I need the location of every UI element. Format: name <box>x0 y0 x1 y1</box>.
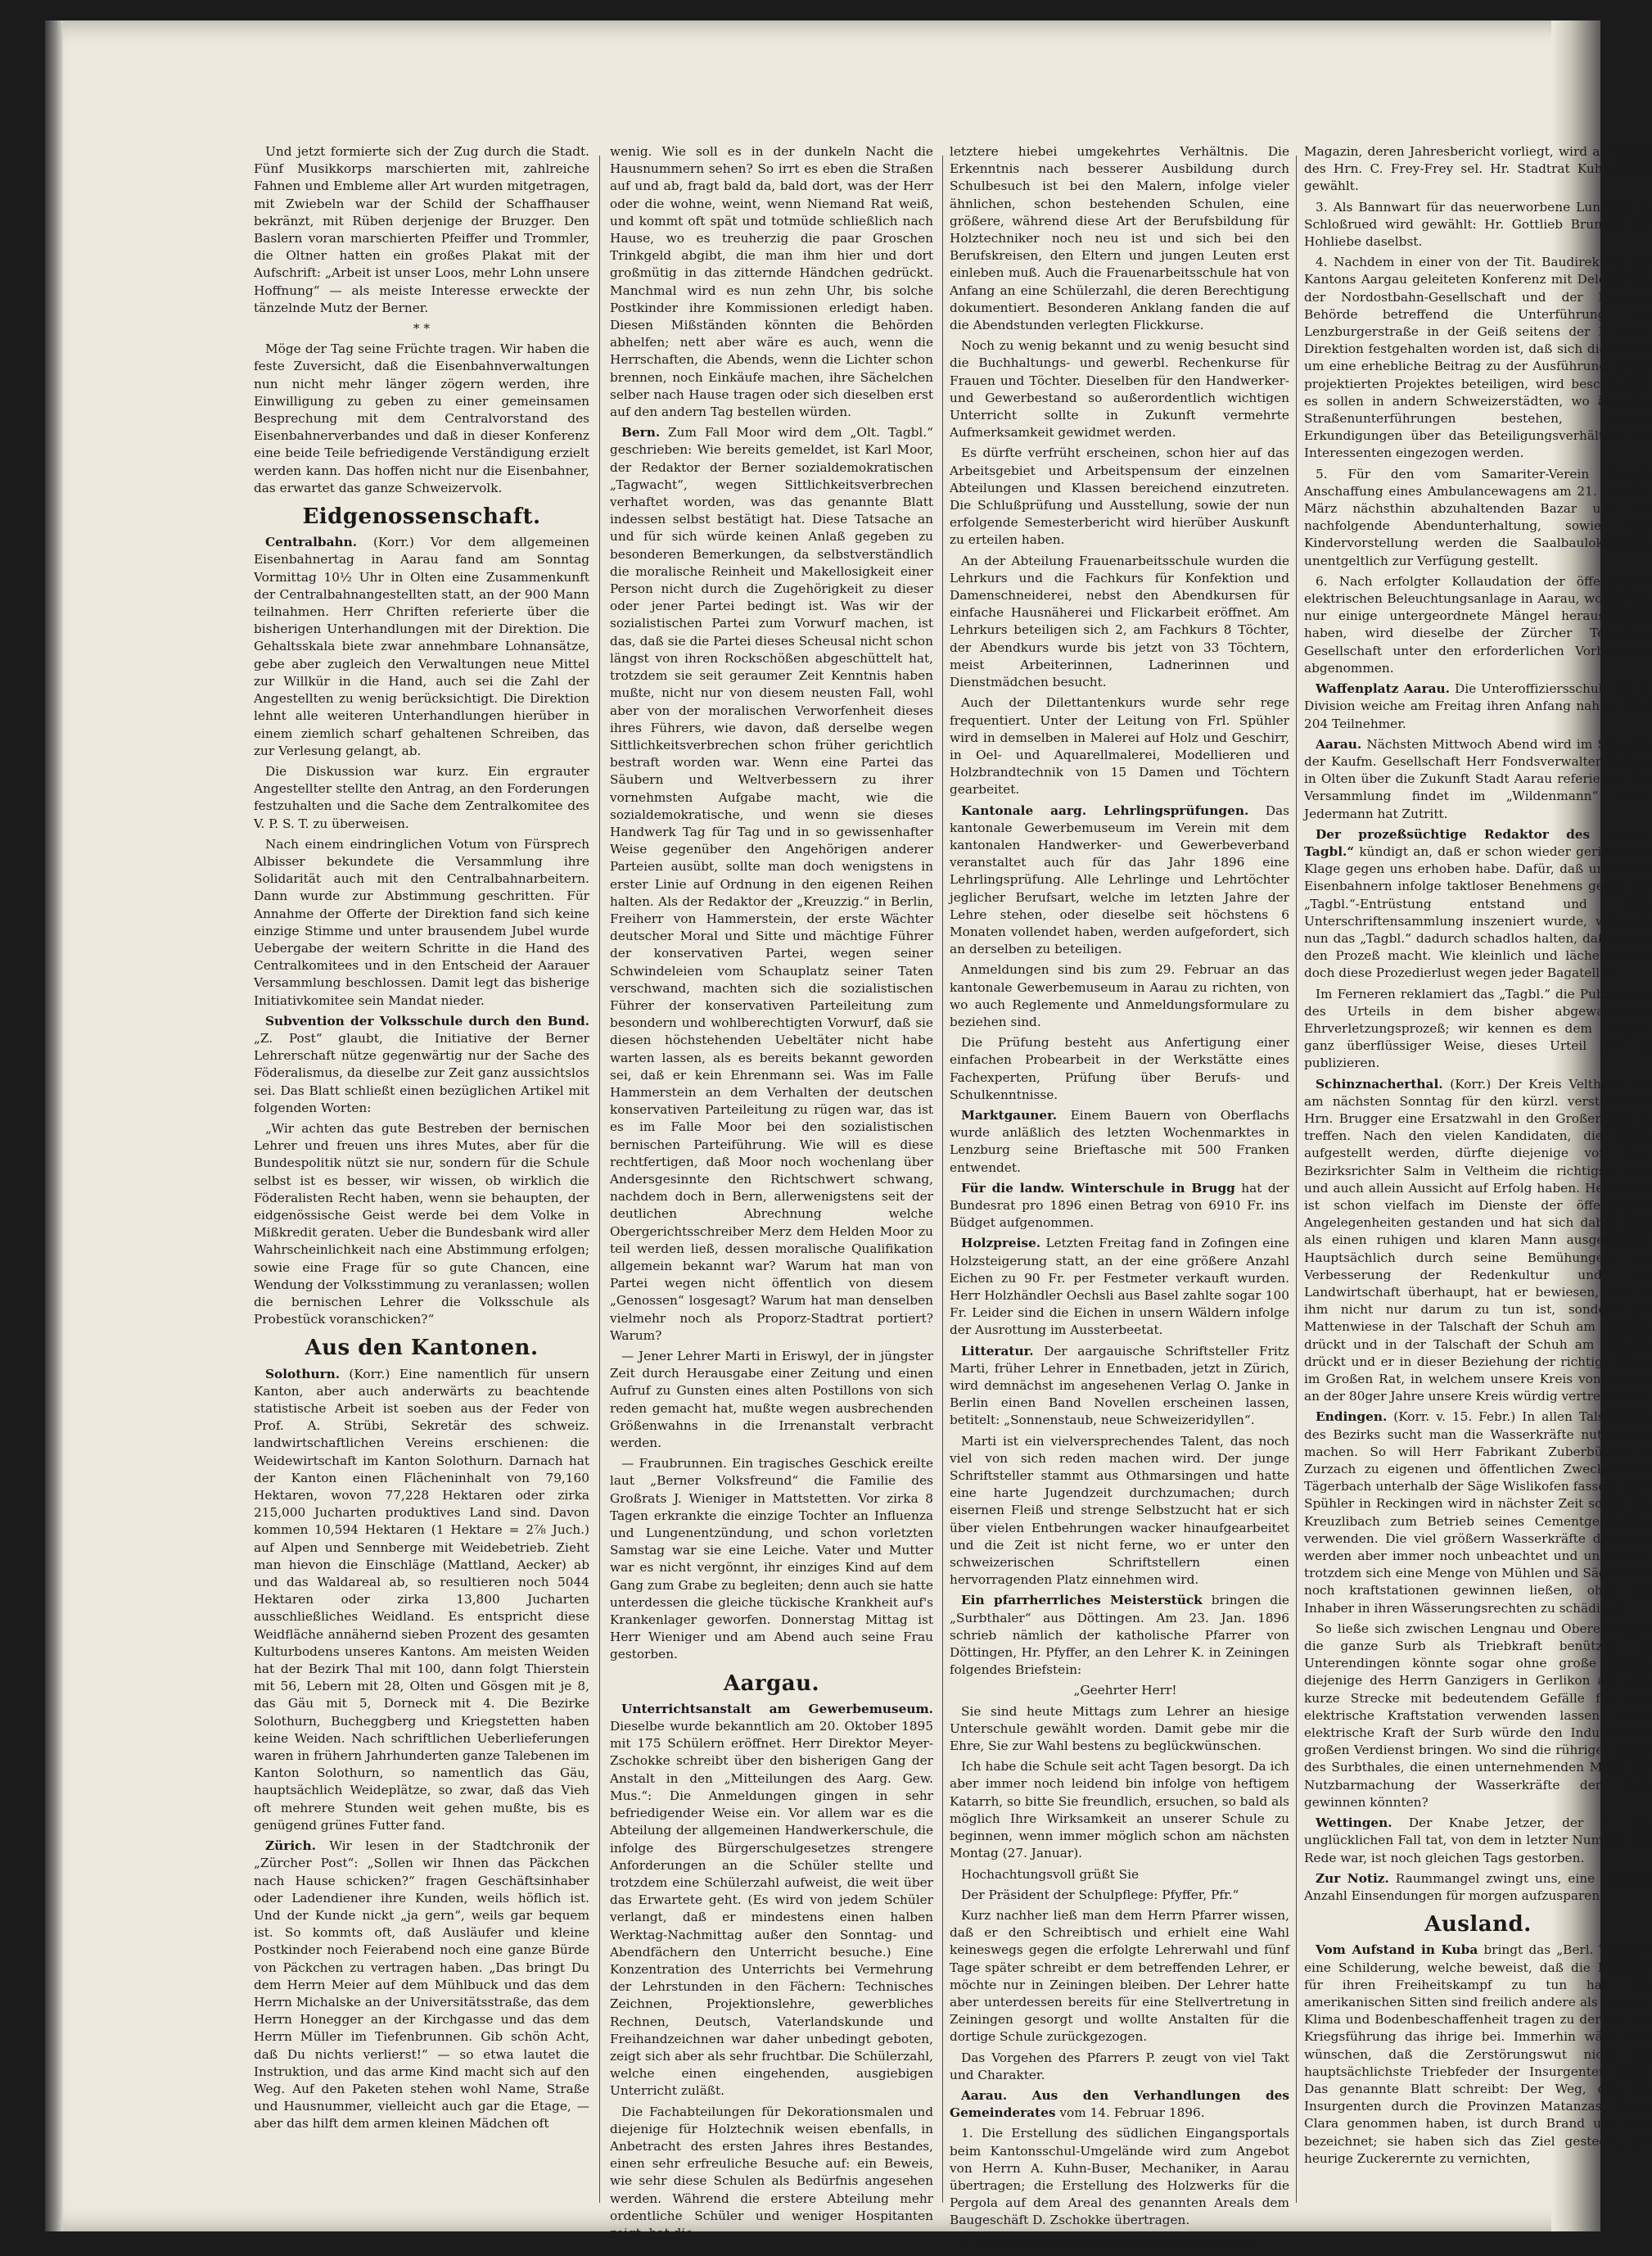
article-text: (Korr.) Vor dem allgemeinen Eisenbahnertag in Aarau fand am Sonntag Vormittag 10½ Uhr in Olten eine Zusammenkunft der Centralbahnangestellten statt, an der 900 Mann teilnahmen. Herr Chriften referierte über die bisherigen Unterhandlungen mit der Direktion. Die Gehaltsskala biete zwar annehmbare Lohnansätze, gebe aber zugleich den Verwaltungen neue Mittel zur Willkür in die Hand, auch sei die Zahl der Angestellten zu wenig berücksichtigt. Die Direktion lehnt alle weiteren Unterhandlungen hierüber in einem ziemlich scharf gehaltenen Schreiben, das zur Verlesung gelangt, ab. <box>254 535 589 758</box>
paragraph: Auch der Dilettantenkurs wurde sehr rege frequentiert. Unter der Leitung von Frl. Spühler wird in demselben in Malerei auf Holz und Geschirr, in Oel- und Aquarellmalerei, Modellieren und Holzbrandtechnik von 15 Damen und Töchtern gearbeitet. <box>950 695 1289 798</box>
article-text: Raummangel zwingt uns, eine größere Anzahl Einsendungen für morgen aufzusparen. <box>1304 1870 1652 1903</box>
paragraph: wenig. Wie soll es in der dunkeln Nacht die Hausnummern sehen? So irrt es eben die Straßen auf und ab, fragt bald da, bald dort, was der Herr oder die wohne, weint, wenn Niemand Rat weiß, und kommt oft spät und totmüde schließlich nach Hause, wo es treuherzig die paar Groschen Trinkgeld abgibt, die man ihm hier und dort großmütig in das zitternde Händchen gedrückt. Manchmal wird es nun zehn Uhr, bis solche Postkinder ihre Kommissionen erledigt haben. Diesen Mißständen könnten die Behörden abhelfen; nett aber wäre es auch, wenn die Herrschaften, die Abends, wenn die Lichter schon brennen, noch Einkäufe machen, ihre Sächelchen selber nach Hause tragen oder sich dieselben erst auf den andern Tag bestellen würden. <box>610 144 933 420</box>
article-text: Dieselbe wurde bekanntlich am 20. Oktober 1895 mit 175 Schülern eröffnet. Herr Direktor Meyer-Zschokke schreibt über den bisherigen Gang der Anstalt in den „Mitteilungen des Aarg. Gew. Mus.“: Die Anmeldungen gingen in sehr befriedigender Weise ein. Vor allem war es die Abteilung der allgemeinen Handwerkerschule, die infolge des Bürgerschulgesetzes strengere Anforderungen an die Schüler stellte und trotzdem eine Schülerzahl aufweist, die weit über das Erwartete geht. (Es wird von jedem Schüler verlangt, daß er mindestens einen halben Werktag-Nachmittag außer den Sonntag- und Abendfächern den Unterricht besuche.) Eine Konzentration des Unterrichts bei Vermehrung der Lehrstunden in den Fächern: Technisches Zeichnen, Projektionslehre, gewerbliches Rechnen, Deutsch, Vaterlandskunde und Freihandzeichnen war daher unbedingt geboten, zeigt sich aber als sehr fruchtbar. Die Schülerzahl, welche einen eingehenden, ausgiebigen Unterricht zuläßt. <box>610 1719 933 2099</box>
paragraph: Die Fachabteilungen für Dekorationsmalen und diejenige für Holztechnik weisen ebenfalls, in Anbetracht des ersten Jahres ihres Bestandes, einen sehr erfreuliche Besuche auf: ein Beweis, wie sehr diese Schulen als Bedürfnis angesehen werden. Während die erstere Abteilung mehr ordentliche Schüler und weniger Hospitanten zeigt, hat die <box>610 2104 933 2240</box>
article <box>1304 736 1652 823</box>
article-text: Wir lesen in der Stadtchronik der „Zürcher Post“: „Sollen wir Ihnen das Päckchen nach Hause schicken?“ fragen Geschäftsinhaber oder Ladendiener ihre Kunden, weils höflich ist. Und der Kunde nickt „ja gern“, weils gar bequem ist. So kommts oft, daß Ausläufer und kleine Postkinder noch Feierabend noch eine ganze Bürde von Päckchen zu vertragen haben. „Das bringt Du dem Herrn Meier auf dem Mühlbuck und das dem Herrn Michalske an der Universitätsstraße, das dem Herrn Honegger an der Kirchgasse und das dem Herrn Müller im Tiefenbrunnen. Gib schön Acht, daß Du nichts verlierst!“ — so etwa lautet die Instruktion, und das arme Kind macht sich auf den Weg. Auf den Paketen stehen wohl Name, Straße und Hausnummer, vielleicht auch gar die Etage, — aber das hilft dem armen kleinen Mädchen oft <box>254 1838 589 2132</box>
article <box>950 1235 1289 1339</box>
paragraph: Das Vorgehen des Pfarrers P. zeugt von viel Takt und Charakter. <box>950 2050 1289 2082</box>
section-heading: Eidgenossenschaft. <box>302 504 541 530</box>
paragraph: 4. Nachdem in einer von der Tit. Baudirektion des Kantons Aargau geleiteten Konferenz mit Delegierten der Nordostbahn-Gesellschaft und der hiesigen Behörde betreffend die Unterführung der Lenzburgerstraße in der Geiß seitens der N.-O.-B.-Direktion festgehalten worden ist, daß sich die es nur um eine erhebliche Beitrag zu der Ausführung dieses projektierten Projektes beteiligen, wird beschlossen, es sollen in andern Schweizerstädten, wo ähnliche Straßenunterführungen bestehen, nähere Erkundigungen über das Beteiligungsverhältnis der Interessenten eingezogen werden. <box>1304 255 1652 461</box>
paragraph: „Wir achten das gute Bestreben der bernischen Lehrer und freuen uns ihres Mutes, aber für die Bundespolitik nützt sie nur, sondern für die Schule selbst ist es besser, wir wissen, ob wirklich die Föderalisten Recht haben, wenn sie behaupten, der eidgenössische Geist werde bei dem Volke in Mißkredit geraten. Ueber die Bundesbank wird aller Wahrscheinlichkeit nach eine Abstimmung erfolgen; sowie eine Frage für so gute Chancen, eine Wendung der Volksstimmung zu veranlassen; wollen die bernischen Lehrer die Volksschule als Probestück voranschicken?“ <box>254 1120 589 1327</box>
paragraph: Magazin, deren Jahresbericht vorliegt, wird an Platze des Hrn. C. Frey-Frey sel. Hr. Stadtrat Kuhn-Buser gewählt. <box>1304 144 1652 194</box>
paragraph: — Jener Lehrer Marti in Eriswyl, der in jüngster Zeit durch Herausgabe einer Zeitung und einen Aufruf zu Gunsten eines alten Postillons von sich reden gemacht hat, mußte wegen ausbrechenden Größenwahns in die Irrenanstalt verbracht werden. <box>610 1349 933 1451</box>
article-text: „Z. Post“ glaubt, die Initiative der Berner Lehrerschaft nütze gegenwärtig nur der Sache des Föderalismus, da dieselbe zur Zeit ganz aussichtslos sei. Das Blatt schließt einen bezüglichen Artikel mit folgenden Worten: <box>254 1030 589 1115</box>
paragraph: Ich habe die Schule seit acht Tagen besorgt. Da ich aber immer noch leidend bin infolge von heftigem Katarrh, so bitte Sie freundlich, ersuchen, so bald als möglich Ihre Wirksamkeit an unserer Schule zu beginnen, wenn immer möglich schon am nächsten Montag (27. Januar). <box>950 1759 1289 1861</box>
article <box>950 802 1289 959</box>
article <box>610 1701 933 2100</box>
column-2 <box>610 143 933 2240</box>
column-rule <box>942 156 943 2203</box>
column-rule <box>599 156 600 2203</box>
paragraph: Die Prüfung besteht aus Anfertigung einer einfachen Probearbeit in der Werkstätte eines Fachexperten, Prüfung über Berufs- und Schulkenntnisse. <box>950 1035 1289 1102</box>
article <box>1304 826 1652 983</box>
article-lead: Subvention der Volksschule durch den Bund. <box>265 1013 589 1029</box>
paragraph: Marti ist ein vielversprechendes Talent, das noch viel von sich reden machen wird. Der junge Schriftsteller stammt aus Othmarsingen und hatte eine harte Jugendzeit durchzumachen; durch eisernen Fleiß und strenge Selbstzucht hat er sich über vielen Entbehrungen wacker hinaufgearbeitet und die Zeit ist nicht ferne, wo er unter den schweizerischen Schriftstellern einen hervorragenden Platz einnehmen wird. <box>950 1433 1289 1588</box>
article <box>1304 1942 1652 2168</box>
article-lead: Kantonale aarg. Lehrlingsprüfungen. <box>961 802 1249 818</box>
article-lead: Waffenplatz Aarau. <box>1316 681 1450 697</box>
article-text: Der Knabe Jetzer, der in den unglücklichen Fall tat, von dem in letzter Nummer die Rede war, ist noch gleichen Tags gestorben. <box>1304 1815 1652 1865</box>
article <box>254 534 589 760</box>
article-lead: Für die landw. Winterschule in Brugg <box>961 1180 1235 1196</box>
article-lead: Aarau. <box>1316 736 1362 752</box>
paragraph: Noch zu wenig bekannt und zu wenig besucht sind die Buchhaltungs- und gewerbl. Rechenkurse für Frauen und Töchter. Dieselben für den Handwerker- und Gewerbestand so außerordentlich wichtigen Unterricht sollte in Zukunft vermehrte Aufmerksamkeit gewidmet werden. <box>950 338 1289 441</box>
article-text: Die Unteroffiziersschule der V. Division weiche am Freitag ihren Anfang nahm, zählt 204 Teilnehmer. <box>1304 681 1652 731</box>
paragraph: Der Präsident der Schulpflege: Pfyffer, Pfr.“ <box>961 1887 1239 1902</box>
article <box>1304 680 1652 733</box>
article-text: (Korr.) Der Kreis Veltheim hat am nächsten Sonntag für den kürzl. verstorbenen Hrn. Brugger eine Ersatzwahl in den Großen Rat zu treffen. Nach den vielen Kandidaten, die schon aufgestellt werden, dürfte diejenige von Hrn. Bezirksrichter Salm in Veltheim die richtigste sein und auch allein Aussicht auf Erfolg haben. Herr Salm ist schon vielfach im Dienste der öffentlichen Angelegenheiten gestanden und hat sich dabei stets als einen ruhigen und klaren Mann ausgewiesen. Hauptsächlich durch seine Bemühungen um Verbesserung der Redenkultur und der Landwirtschaft überhaupt, hat er bewiesen, daß es ihm nicht nur darum zu tun ist, sondern die Mattenwiese in der Talschaft der Schuh am meisten drückt und in der Talschaft der Schuh am meisten drückt und er in dieser Beziehung der richtige Mann im Großen Rat, in welchem unsere Kreis von Anfang an der 80ger Jahre unsere Kreis würdig vertreten hat. <box>1304 1076 1652 1404</box>
newspaper-page <box>45 20 1652 2249</box>
article-lead: Solothurn. <box>265 1366 341 1381</box>
article <box>950 1592 1289 1679</box>
article-lead: Zur Notiz. <box>1316 1870 1389 1886</box>
paragraph: Anmeldungen sind bis zum 29. Februar an das kantonale Gewerbemuseum in Aarau zu richten, von wo auch Reglemente und Anmeldungsformulare zu beziehen sind. <box>950 962 1289 1029</box>
article-text: (Korr.) Eine namentlich für unsern Kanton, aber auch anderwärts zu beachtende statistische Arbeit ist soeben aus der Feder von Prof. A. Strübi, Sekretär des schweiz. landwirtschaftlichen Vereins erschienen: die Weidewirtschaft im Kanton Solothurn. Darnach hat der Kanton einen Flächeninhalt von 79,160 Hektaren, wovon 77,228 Hektaren oder zirka 215,000 Jucharten produktives Land sind. Davon kommen 10,594 Hektaren (1 Hektare = 2⅞ Juch.) auf Alpen und Sennberge mit Weidebetrieb. Zieht man hievon die Einschläge (Mattland, Aecker) ab und das Waldareal ab, so resultieren noch 5044 Hektaren oder zirka 13,800 Jucharten ausschließliches Weidland. Es entspricht diese Weidfläche annähernd sieben Prozent des gesamten Kulturbodens unseres Kantons. Am meisten Weiden hat der Bezirk Thal mit 100, dann folgt Thierstein mit 56, Lebern mit 28, Olten und Gösgen mit je 8, das Gäu mit 5, Dorneck mit 4. Die Bezirke Solothurn, Bucheggberg und Kriegstetten haben keine Weiden. Nach schriftlichen Ueberlieferungen waren in frühern Jahrhunderten ganze Talebenen im Kanton Solothurn, so namentlich das Gäu, hauptsächlich Weideplätze, so zwar, daß das Vieh oft mehrere Stunden weit gehen mußte, bis es genügend grünes Futter fand. <box>254 1366 589 1833</box>
article-lead: Zürich. <box>265 1838 316 1854</box>
article-text: kündigt an, daß er schon wieder gerichtliche Klage gegen uns erhoben habe. Dafür, daß unter den Eisenbahnern infolge taktloser Benehmens gegen die „Tagbl.“-Entrüstung entstand und eine Unterschriftensammlung inszeniert wurde, will sich nun das „Tagbl.“ dadurch schadlos halten, daß er uns den Prozeß macht. Wie kleinlich und lächerlich ist doch diese Prozedierlust wegen jeder Bagatelle! <box>1304 843 1652 981</box>
column-4 <box>1304 143 1652 2207</box>
paragraph: 3. Als Bannwart für das neuerworbene Lunkholz in Schloßrued wird gewählt: Hr. Gottlieb Brunner zur Hohliebe daselbst. <box>1304 199 1652 250</box>
column-rule <box>1296 156 1297 2203</box>
article-text: (Korr. v. 15. Febr.) In allen Talschaften des Bezirks sucht man die Wasserkräfte nutzbar zu machen. So will Herr Fabrikant Zuberbühler in Zurzach zu eigenen und öffentlichen Zwecken den Tägerbach unterhalb der Säge Wislikofen fassen. Herr Spühler in Reckingen wird in nächster Zeit sogar den Kreuzlibach zum Betrieb seines Cementgeschäftes verwenden. Die viel größern Wasserkräfte der Surb werden aber immer noch unbeachtet und unbenutzt, trotzdem sich eine Menge von Mühlen und Sägen sich noch kraftstationen gewinnen ließen, ohne die Inhaber in ihren Wässerungsrechten zu schädigen. <box>1304 1409 1652 1616</box>
article <box>254 1013 589 1117</box>
paragraph: Hochachtungsvoll grüßt Sie <box>961 1866 1140 1882</box>
article <box>950 1107 1289 1177</box>
article-lead: Bern. <box>621 425 661 441</box>
paragraph: 6. Nach erfolgter Kollaudation der öffentlichen elektrischen Beleuchtungsanlage in Aarau, wobei sich nur einige untergeordnete Mängel herausgestellt haben, wird dieselbe der Zürcher Telephon-Gesellschaft unter den erforderlichen Vorbehalten abgenommen. <box>1304 573 1652 676</box>
article-lead: Centralbahn. <box>265 535 358 550</box>
column-1 <box>254 143 589 2207</box>
paragraph: An der Abteilung Frauenarbeitsschule wurden die Lehrkurs und die Fachkurs für Konfektion und Damenschneiderei, nebst den Abendkursen für einfache Hausnäherei und Flickarbeit eröffnet. Am Lehrkurs beteiligen sich 2, am Fachkurs 8 Töchter, der Abendkurs wurde bis jetzt von 33 Töchtern, meist Arbeiterinnen, Ladnerinnen und Dienstmädchen besucht. <box>950 553 1289 690</box>
paragraph: 2. In die Kommission für das Krankenmobilien- <box>961 2233 1260 2249</box>
article-text: Einem Bauern von Oberflachs wurde anläßlich des letzten Wochenmarktes in Lenzburg seine Brieftasche mit 500 Franken entwendet. <box>950 1107 1289 1175</box>
article-text: bringt das „Berl. Tagebl.“ eine Schilderung, welche beweist, daß die Kubaner für ihren Freiheitskampf zu tun hat. Die amerikanischen Sitten sind freilich andere als bei uns, Klima und Bodenbeschaffenheit tragen zu der Art der Kriegsführung das ihrige bei. Immerhin wäre man wünschen, daß die Zerstörungswut nicht die hauptsächlichste Triebfeder der Insurgenten wäre. Das genannte Blatt schreibt: Der Weg, den die Insurgenten durch die Provinzen Matanzas, Santa Clara genommen haben, ist durch Brand und Blut bezeichnet; sie haben sich das Ziel gesteckt, die heurige Zuckerernte zu vernichten, <box>1304 1942 1652 2166</box>
paragraph: Nach einem eindringlichen Votum von Fürsprech Albisser bekundete die Versammlung ihre Solidarität auch mit den Centralbahnarbeitern. Dann wurde zur Abstimmung geschritten. Für Annahme der Offerte der Direktion fand sich keine einzige Stimme und unter brausendem Jubel wurde Uebergabe der weitern Schritte in die Hand des Centralkomitees und in den Entscheid der Aarauer Versammlung beschlossen. Damit legt das bisherige Initiativkomitee sein Mandat nieder. <box>254 836 589 1008</box>
article <box>950 1343 1289 1430</box>
paragraph: Die Diskussion war kurz. Ein ergrauter Angestellter stellte den Antrag, an den Forderungen festzuhalten und die Sache dem Zentralkomitee des V. P. S. T. zu überweisen. <box>254 763 589 831</box>
article-lead: Vom Aufstand in Kuba <box>1316 1942 1478 1958</box>
article-text: Das kantonale Gewerbemuseum im Verein mit dem kantonalen Handwerker- und Gewerbeverband veranstaltet auch für das Jahr 1896 eine Lehrlingsprüfung. Alle Lehrlinge und Lehrtöchter jeglicher Berufsart, welche im letzten Jahre der Lehre stehen, oder dieselbe seit höchstens 6 Monaten vollendet haben, werden aufgefordert, sich an derselben zu beteiligen. <box>950 802 1289 957</box>
paragraph: Sie sind heute Mittags zum Lehrer an hiesige Unterschule gewählt worden. Damit gebe mir die Ehre, Sie zur Wahl bestens zu beglückwünschen. <box>950 1703 1289 1754</box>
article <box>1304 1870 1652 1905</box>
paragraph: Und jetzt formierte sich der Zug durch die Stadt. Fünf Musikkorps marschierten mit, zahlreiche Fahnen und Embleme aller Art wurden mitgetragen, mit Zwiebeln war der Schild der Schaffhauser bekränzt, mit Rüben derjenige der Bruzger. Den Baslern voran marschierten Pfeiffer und Trommler, die Oltner hatten ein großes Plakat mit der Aufschrift: „Arbeit ist unser Loos, mehr Lohn unsere Hoffnung“ — als meiste Interesse erweckte der tänzelnde Mutz der Berner. <box>254 144 589 315</box>
paragraph: „Geehrter Herr! <box>1073 1683 1177 1698</box>
section-heading: Aus den Kantonen. <box>305 1336 539 1361</box>
paragraph: letztere hiebei umgekehrtes Verhältnis. Die Erkenntnis nach besserer Ausbildung durch Schulbesuch ist bei den Malern, infolge vieler ähnlichen, schon bestehenden Schulen, eine größere, während diese Art der Berufsbildung für Holztechniker noch neu ist und sich bei den Berufskreisen, den Eltern und jungen Leuten erst einleben muß. Auch die Frauenarbeitsschule hat von Anfang an eine Schülerzahl, die deren Berechtigung dokumentiert. Besonderen Anklang fanden die auf die Abendstunden verlegten Flickkurse. <box>950 144 1289 333</box>
article-text: Der aargauische Schriftsteller Fritz Marti, früher Lehrer in Ennetbaden, jetzt in Zürich, wird demnächst im angesehenen Verlag O. Janke in Berlin einen Band Novellen erscheinen lassen, betitelt: „Sonnenstaub, neue Schweizeridyllen“. <box>950 1343 1289 1428</box>
article-text: hat der Bundesrat pro 1896 einen Betrag von 6910 Fr. ins Büdget aufgenommen. <box>950 1180 1289 1231</box>
article-lead: Schinznacherthal. <box>1316 1076 1443 1092</box>
article-lead: Wettingen. <box>1316 1815 1392 1831</box>
paragraph: So ließe sich zwischen Lengnau und Oberendingen die ganze Surb als Triebkraft benützen. In Unterendingen könnte sogar ohne große Kosten diejenige des Herrn Ganzigers in Gerlikon auf eine kurze Strecke mit bedeutendem Gefälle für eine elektrische Kraftstation verwenden lassen. Diese elektrische Kraft der Surb würde den Industriellen großen Verdienst bringen. Wo sind die rührigen Leute des Surbthales, die einen unternehmenden Mann zur Nutzbarmachung der Wasserkräfte der Surb gewinnen könnten? <box>1304 1621 1652 1810</box>
article <box>950 1180 1289 1232</box>
paragraph: Kurz nachher ließ man dem Herrn Pfarrer wissen, daß er den Schreibtisch und erhielt eine Wahl keineswegs gegen die erfolgte Lehrerwahl und fünf Tage später schreibt er dem betreffenden Lehrer, er möchte nur in Zeiningen bleiben. Der Lehrer hatte aber unterdessen bereits für eine Stellvertretung in Zeiningen gesorgt und wollte Anstalten für die dortige Schule zurückgezogen. <box>950 1907 1289 2045</box>
book-spine <box>45 20 63 2231</box>
section-heading: Aargau. <box>723 1671 820 1696</box>
article <box>610 424 933 1345</box>
article-lead: Aarau. Aus den Verhandlungen des Gemeinderates <box>950 2087 1289 2121</box>
paragraph: Möge der Tag seine Früchte tragen. Wir haben die feste Zuversicht, daß die Eisenbahnverwaltungen nun nicht mehr länger zögern werden, ihre Einwilligung zu geben zu einer gemeinsamen Besprechung mit dem Centralvorstand des Eisenbahnerverbandes und daß in dieser Konferenz eine beide Teile befriedigende Verständigung erzielt werden kann. Das hoffen nicht nur die Eisenbahner, das erwartet das ganze Schweizervolk. <box>254 341 589 495</box>
article <box>1304 1815 1652 1867</box>
article-text: Letzten Freitag fand in Zofingen eine Holzsteigerung statt, an der eine größere Anzahl Eichen zu 90 Fr. per Festmeter verkauft wurden. Herr Holzhändler Oechsli aus Basel zahlte sogar 100 Fr. Leider sind die Eichen in unsern Wäldern infolge der Ausrottung im Aussterbeetat. <box>950 1236 1289 1338</box>
article <box>1304 1076 1652 1406</box>
paragraph: 1. Die Erstellung des südlichen Eingangsportals beim Kantonsschul-Umgelände wird zum Angebot von Herrn A. Kuhn-Buser, Mechaniker, in Aarau übertragen; die Erstellung des Holzwerks für die Pergola auf dem Areal des genannten Areals dem Baugeschäft D. Zschokke übertragen. <box>950 2126 1289 2228</box>
column-3 <box>950 143 1289 2249</box>
article-text: vom 14. Februar 1896. <box>1059 2105 1205 2121</box>
paragraph: Im Ferneren reklamiert das „Tagbl.“ die Publikation des Urteils in dem bisher abgewandelten Ehrverletzungsprozeß; wir kennen es dem „Tagbl.“ ganz überflüssiger Weise, dieses Urteil hier zu publizieren. <box>1304 986 1652 1071</box>
paragraph: Es dürfte verfrüht erscheinen, schon hier auf das Arbeitsgebiet und Arbeitspensum der einzelnen Abteilungen und Klassen bereichend einzutreten. Die Schlußprüfung und Ausstellung, sowie der nun erfolgende Semesterbericht wird hierüber Auskunft zu erteilen haben. <box>950 445 1289 548</box>
article-lead: Holzpreise. <box>961 1236 1041 1251</box>
article <box>950 2087 1289 2122</box>
section-heading: Ausland. <box>1424 1912 1532 1937</box>
article-text: bringen die „Surbthaler“ aus Döttingen. Am 23. Jan. 1896 schrieb nämlich der katholische Pfarrer von Döttingen, Hr. Pfyffer, an den Lehrer K. in Zeiningen folgendes Briefstein: <box>950 1593 1289 1678</box>
article <box>254 1366 589 1834</box>
article-text: Nächsten Mittwoch Abend wird im Schooße der Kaufm. Gesellschaft Herr Fondsverwalter Andres in Olten über die Zukunft Stadt Aarau referieren. Die Versammlung findet im „Wildenmann“ statt. Jedermann hat Zutritt. <box>1304 736 1652 821</box>
article-lead: Unterrichtsanstalt am Gewerbemuseum. <box>621 1701 933 1716</box>
article-lead: Ein pfarrherrliches Meisterstück <box>961 1593 1203 1608</box>
article <box>254 1838 589 2132</box>
article-lead: Litteratur. <box>961 1343 1034 1359</box>
article-text: Zum Fall Moor wird dem „Olt. Tagbl.“ geschrieben: Wie bereits gemeldet, ist Karl Moor, der Redaktor der Berner sozialdemokratischen „Tagwacht“, wegen Sittlichkeitsverbrechen verhaftet worden, was das genannte Blatt indessen selbst bestätigt hat. Diese Tatsache an und für sich würde keinen Anlaß gegeben zu besonderen Bemerkungen, da selbstverständlich die moralische Reinheit und Makellosigkeit einer Person nicht durch die Zugehörigkeit zu dieser oder jener Partei bedingt ist. Was wir der sozialistischen Partei zum Vorwurf machen, ist das, daß sie die Partei dieses Scheusal nicht schon längst von ihren Rockschößen abgeschüttelt hat, trotzdem sie seit geraumer Zeit Kenntnis haben mußte, nicht nur von diesem neusten Fall, wohl aber von der moralischen Verworfenheit dieses ihres Führers, wie davon, daß derselbe wegen Sittlichkeitsverbrechen schon früher gerichtlich bestraft worden war. Wenn eine Partei das Säubern und Weltverbessern zu ihrer vornehmsten Aufgabe macht, wie die sozialdemokratische, und wenn sie dieses Handwerk Tag für Tag und in so gewissenhafter Weise gegenüber den Angehörigen anderer Parteien ausübt, sollte man doch wenigstens in erster Linie auf Ordnung in den eigenen Reihen halten. Als der Redaktor der „Kreuzzig.“ in Berlin, Freiherr von Hammerstein, der erste Wächter deutscher Moral und Sitte und mächtige Führer der konservativen Partei, wegen seiner Schwindeleien vom Schauplatz seiner Taten verschwand, machten sich die sozialistischen Führer der konservativen Parteileitung zum besondern und wohlberechtigten Vorwurf, daß sie diesen höchstehenden Uebeltäter nicht habe warten lassen, als es bereits bekannt geworden sei, daß er kein Ehrenmann sei. Was im Falle Hammerstein an dem Verhalten der deutschen konservativen Parteileitung zu rügen war, das ist es im Falle Moor bei den sozialistischen bernischen Parteiführung. Wie will es diese rechtfertigen, daß Moor noch wochenlang über Andersgesinnte den Richtschwert schwang, nachdem doch in Bern, allerwenigstens seit der deutlichen Abrechnung welche Obergerichtsschreiber Merz dem Helden Moor zu teil werden ließ, dessen moralische Qualifikation allgemein bekannt war? Warum hat man von Partei wegen nicht öffentlich von diesem „Genossen“ losgesagt? Warum hat man denselben vielmehr noch als Proporz-Stadtrat portiert? Warum? <box>610 425 933 1343</box>
article-lead: Der prozeßsüchtige Redaktor des „Aarg. Tagbl.“ <box>1304 826 1652 859</box>
article-lead: Endingen. <box>1316 1409 1388 1425</box>
paragraph: — Fraubrunnen. Ein tragisches Geschick ereilte laut „Berner Volksfreund“ die Familie des Großrats J. Wieniger in Mattstetten. Vor zirka 8 Tagen erkrankte die einzige Tochter an Influenza und Lungenentzündung, und schon vorletzten Samstag war sie eine Leiche. Vater und Mutter war es nicht vergönnt, ihr einziges Kind auf dem Gang zum Grabe zu begleiten; denn auch sie hatte unterdessen die gleiche tückische Krankheit auf's Krankenlager geworfen. Donnerstag Mittag ist Herr Wieniger und am Abend auch seine Frau gestorben. <box>610 1456 933 1662</box>
section-stars: * * <box>413 321 431 337</box>
paragraph: 5. Für den vom Samariter-Verein behufs Anschaffung eines Ambulancewagens am 21. und 22. März nächsthin abzuhaltenden Bazar und die nachfolgende Abendunterhaltung, sowie eine Kindervorstellung werden die Saalbaulokalitäten unentgeltlich zur Verfügung gestellt. <box>1304 466 1652 568</box>
article-lead: Marktgauner. <box>961 1107 1058 1123</box>
article <box>1304 1408 1652 1616</box>
